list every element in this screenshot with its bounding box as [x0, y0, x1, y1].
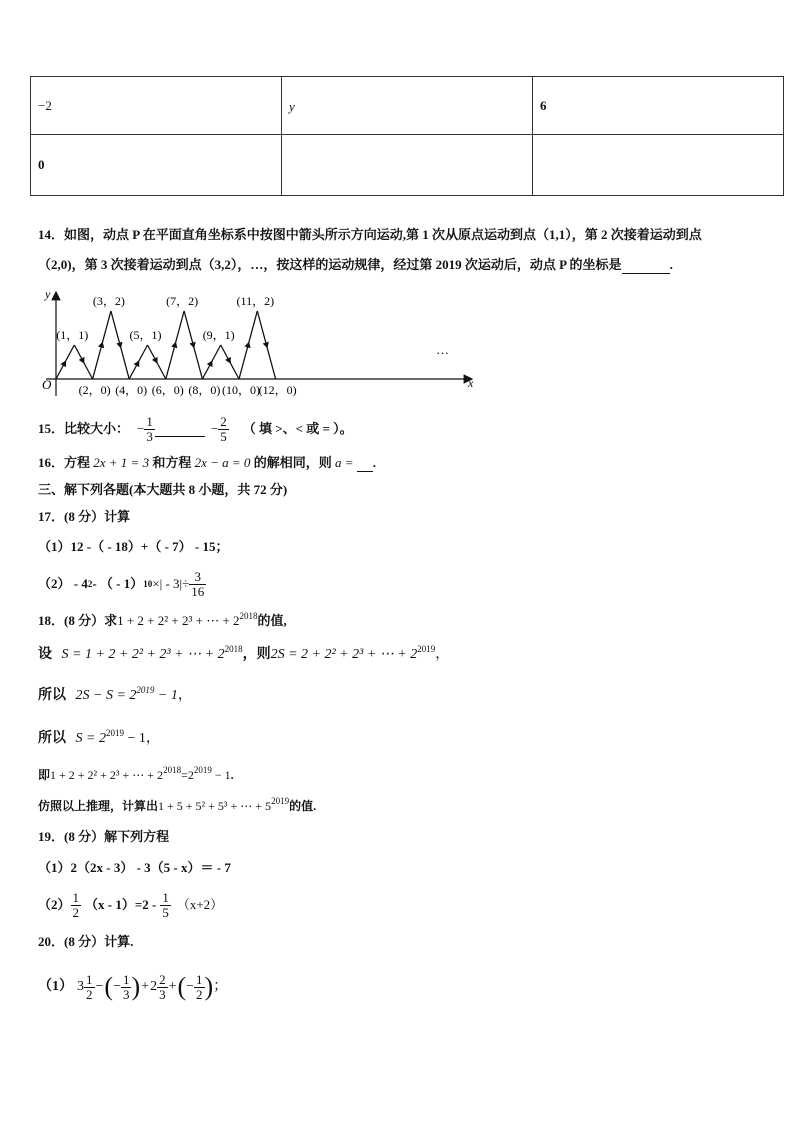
q16-prefix: 16．方程	[38, 455, 91, 470]
q17-part2: （2） - 4 2 - （ - 1） 10 ×| - 3|÷ $\frac{3}{16}$	[38, 568, 205, 599]
y-axis-label: y	[45, 287, 51, 301]
axis-point-label: (10，0)	[222, 383, 260, 397]
exponent: 2019	[193, 765, 212, 775]
expr: （x+2）	[176, 897, 224, 912]
section-heading: 三、解下列各题(本大题共 8 小题，共 72 分)	[38, 482, 288, 497]
direction-arrow-icon	[171, 342, 177, 349]
table-row	[31, 135, 784, 196]
q18-title	[38, 613, 287, 629]
q19-part1: （1）2（2x - 3） - 3（5 - x）＝ - 7	[38, 860, 231, 875]
direction-arrow-icon	[263, 342, 269, 349]
x-axis-label: x	[468, 376, 474, 390]
numerator: 1	[72, 889, 80, 905]
minus-sign: −	[210, 421, 219, 436]
numerator: 2	[220, 413, 227, 429]
q15-suffix: （ 填 >、< 或 = ）。	[242, 421, 353, 436]
text: 仿照以上推理，计算出	[38, 799, 159, 813]
table-cell: −2	[31, 77, 282, 135]
motion-path	[56, 311, 276, 379]
fraction-two-fifths	[218, 415, 229, 444]
q17-part1: （1）12 -（ - 18）+（ - 7） - 15；	[38, 539, 229, 554]
paren-close: )	[204, 972, 214, 1001]
fraction-half	[71, 891, 82, 920]
denominator: 3	[159, 986, 166, 1002]
text: 即	[38, 768, 51, 782]
exponent: 2019	[417, 644, 436, 654]
period: .	[230, 768, 234, 782]
q14-line1: 14．如图，动点 P 在平面直角坐标系中按图中箭头所示方向运动,第 1 次从原点运动到点（1,1），第 2 次接着运动到点	[38, 227, 702, 242]
sum-expression: 1 + 2 + 2² + 2³ + ⋯ + 2	[117, 613, 240, 628]
expression: − 1	[123, 731, 146, 746]
text: ，	[435, 647, 450, 662]
fraction-one-third	[144, 415, 155, 444]
continuation-ellipsis: …	[436, 342, 449, 357]
expression: =2	[181, 768, 194, 782]
expression: − 1	[154, 688, 178, 703]
q20-part1	[38, 964, 227, 1010]
semicolon: ；	[213, 979, 228, 994]
table-cell	[533, 135, 784, 196]
direction-arrow-icon	[190, 342, 196, 349]
numerator: 1	[146, 413, 153, 429]
answer-blank	[155, 436, 205, 437]
q18-label: 18．(8 分）求	[38, 613, 118, 628]
whole-number: 2	[150, 979, 158, 994]
table-cell	[282, 135, 533, 196]
text: 的值.	[289, 799, 317, 813]
fraction	[84, 973, 95, 1002]
fraction	[194, 973, 205, 1002]
table-cell: 6	[533, 77, 784, 135]
fraction-fifth	[160, 891, 171, 920]
axis-point-label: (6，0)	[151, 383, 184, 397]
sum-expression: 1 + 5 + 5² + 5³ + ⋯ + 5	[158, 799, 272, 813]
q18-line1	[38, 644, 450, 663]
q18-line3	[38, 728, 160, 747]
minus-sign: −	[95, 979, 104, 994]
whole-number: 3	[77, 979, 84, 994]
origin-label: O	[42, 377, 52, 392]
paren-open: (	[104, 972, 114, 1001]
exponent: 2019	[105, 728, 124, 738]
period: .	[372, 455, 376, 470]
part-label: （1）	[38, 979, 73, 994]
direction-arrow-icon	[98, 342, 104, 349]
minus-sign: −	[186, 979, 195, 994]
expression: − 1	[211, 768, 231, 782]
peak-point-label: (7，2)	[166, 294, 199, 308]
direction-arrow-icon	[116, 342, 122, 349]
part-label: （2）	[38, 897, 71, 912]
text: ，则	[242, 647, 271, 662]
exponent: 2019	[136, 685, 155, 695]
denominator: 5	[220, 428, 227, 444]
text: ，	[145, 731, 160, 746]
value-table	[30, 76, 784, 196]
answer-blank	[357, 455, 373, 472]
plus-sign: +	[168, 979, 177, 994]
expr: （x - 1）=2 -	[85, 897, 157, 912]
peak-point-label: (1，1)	[56, 328, 89, 342]
numerator: 3	[189, 570, 206, 585]
q16-mid: 和方程	[152, 455, 192, 470]
q18-line2	[38, 685, 192, 704]
q14-line2-text: （2,0)，第 3 次接着运动到点（3,2），…，按这样的运动规律，经过第 2019 次运动后，动点 P 的坐标是	[38, 257, 622, 272]
fraction	[157, 973, 168, 1002]
text: 设	[38, 647, 52, 662]
text: ，	[177, 688, 192, 703]
denominator: 3	[146, 428, 153, 444]
sum-expression: S = 1 + 2 + 2² + 2³ + ⋯ + 2	[61, 647, 225, 662]
peak-point-label: (9，1)	[202, 328, 235, 342]
peak-point-label: (5，1)	[129, 328, 162, 342]
sum-expression: 1 + 2 + 2² + 2³ + ⋯ + 2	[50, 768, 164, 782]
table-cell: y	[282, 77, 533, 135]
numerator: 1	[162, 889, 169, 905]
axis-point-label: (8，0)	[188, 383, 221, 397]
table-row	[31, 77, 784, 135]
answer-blank	[622, 257, 670, 274]
plus-sign: +	[141, 979, 150, 994]
q19-part2	[38, 886, 223, 924]
q16	[38, 455, 376, 472]
text: 所以	[38, 731, 66, 746]
denominator: 2	[86, 986, 93, 1002]
q17-title: 17．(8 分）计算	[38, 509, 131, 524]
paren-close: )	[131, 972, 141, 1001]
q15	[38, 412, 353, 446]
q18-line4	[38, 767, 234, 783]
denominator: 2	[196, 986, 203, 1002]
sum-expression: 2S = 2 + 2² + 2³ + ⋯ + 2	[270, 647, 418, 662]
numerator: 1	[86, 971, 93, 987]
denominator: 5	[162, 904, 169, 920]
exponent: 2018	[239, 611, 258, 621]
q18-label-end: 的值,	[257, 613, 287, 628]
denominator: 2	[72, 904, 80, 920]
expression: 2S − S = 2	[75, 688, 137, 703]
q20-title: 20．(8 分）计算.	[38, 934, 134, 949]
axis-point-label: (12，0)	[258, 383, 297, 397]
exponent: 2018	[163, 765, 182, 775]
minus-sign: −	[113, 979, 121, 994]
expression: S = 2	[75, 731, 106, 746]
equation-2: 2x − a = 0	[194, 455, 251, 470]
paren-open: (	[177, 972, 187, 1001]
minus-sign: −	[137, 421, 145, 436]
exponent: 2018	[224, 644, 243, 654]
peak-point-label: (3，2)	[92, 294, 125, 308]
fraction	[189, 570, 206, 599]
numerator: 1	[196, 971, 203, 987]
peak-point-label: (11，2)	[236, 294, 275, 308]
expr: ×| - 3|÷	[152, 576, 190, 591]
motion-graph	[36, 286, 481, 401]
q14-line2	[38, 257, 673, 274]
q16-mid2: 的解相同，则	[253, 455, 332, 470]
q15-prefix: 15．比较大小：	[38, 421, 130, 436]
text: 所以	[38, 688, 66, 703]
denominator: 16	[191, 583, 205, 599]
direction-arrow-icon	[244, 342, 250, 349]
expr: - （ - 1）	[92, 576, 144, 591]
period: .	[669, 257, 673, 272]
equation-1: 2x + 1 = 3	[93, 455, 150, 470]
q19-title: 19．(8 分）解下列方程	[38, 829, 170, 844]
numerator: 1	[122, 971, 130, 987]
denominator: 3	[122, 986, 130, 1002]
table-cell: 0	[31, 135, 282, 196]
expr: （2） - 4	[38, 576, 88, 591]
axis-point-label: (2，0)	[78, 383, 111, 397]
exponent: 2019	[271, 796, 290, 806]
fraction	[121, 973, 132, 1002]
q18-line5	[38, 798, 316, 814]
variable-a: a =	[334, 455, 354, 470]
numerator: 2	[159, 971, 166, 987]
axis-point-label: (4，0)	[115, 383, 148, 397]
